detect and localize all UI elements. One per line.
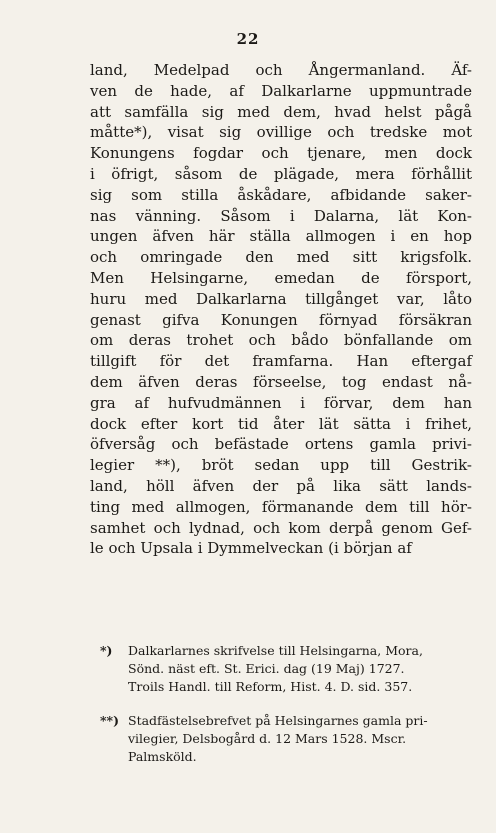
text-line: och omringade den med sitt krigsfolk. — [90, 248, 472, 267]
text-line: gra af hufvudmännen i förvar, dem han — [90, 393, 472, 412]
text-line: att samfälla sig med dem, hvad helst pågå — [90, 102, 472, 121]
footnote-line: Palmsköld. — [128, 749, 197, 764]
text-line: le och Upsala i Dymmelveckan (i början af — [90, 539, 412, 558]
footnote-line: Dalkarlarnes skrifvelse till Helsingarna, Mora, — [128, 643, 423, 658]
text-line: legier **), bröt sedan upp till Gestrik- — [90, 456, 472, 475]
text-line: sig som stilla åskådare, afbidande saker- — [90, 185, 472, 204]
footnote-line: Sönd. näst eft. St. Erici. dag (19 Maj) 1727. — [128, 661, 405, 676]
text-line: tillgift för det framfarna. Han eftergaf — [90, 352, 472, 371]
text-line: genast gifva Konungen förnyad försäkran — [90, 310, 472, 329]
text-line: måtte*), visat sig ovillige och tredske mot — [90, 123, 472, 142]
footnote — [100, 642, 472, 696]
text-line: dem äfven deras förseelse, tog endast nå- — [90, 372, 472, 391]
text-line: Men Helsingarne, emedan de försport, — [90, 268, 472, 287]
footnote-marker: **) — [100, 713, 119, 728]
text-line: i öfrigt, såsom de plägade, mera förhållit — [90, 164, 472, 183]
footnote-line: Stadfästelsebrefvet på Helsingarnes gamla pri- — [128, 713, 428, 728]
text-line: huru med Dalkarlarna tillgånget var, låto — [90, 289, 472, 308]
text-line: Konungens fogdar och tjenare, men dock — [90, 144, 472, 163]
text-line: ting med allmogen, förmanande dem till hör- — [90, 497, 472, 516]
text-line: dock efter kort tid åter lät sätta i frihet, — [90, 414, 472, 433]
footnote — [100, 712, 472, 766]
footnote-line: vilegier, Delsbogård d. 12 Mars 1528. Mscr. — [128, 731, 407, 746]
page-number: 22 — [236, 30, 260, 48]
text-line: ven de hade, af Dalkarlarne uppmuntrade — [90, 81, 472, 100]
text-line: samhet och lydnad, och kom derpå genom Gef- — [90, 518, 472, 537]
text-line: nas vänning. Såsom i Dalarna, lät Kon- — [90, 206, 472, 225]
footnote-line: Troils Handl. till Reform, Hist. 4. D. sid. 357. — [128, 679, 413, 694]
body-text — [90, 60, 472, 559]
text-line: om deras trohet och bådo bönfallande om — [90, 331, 472, 350]
footnotes — [100, 642, 472, 766]
footnote-marker: *) — [100, 643, 113, 658]
text-line: öfversåg och befästade ortens gamla privi- — [90, 435, 472, 454]
text-line: ungen äfven här ställa allmogen i en hop — [90, 227, 472, 246]
text-line: land, Medelpad och Ångermanland. Äf- — [90, 61, 472, 79]
text-line: land, höll äfven der på lika sätt lands- — [90, 476, 472, 495]
